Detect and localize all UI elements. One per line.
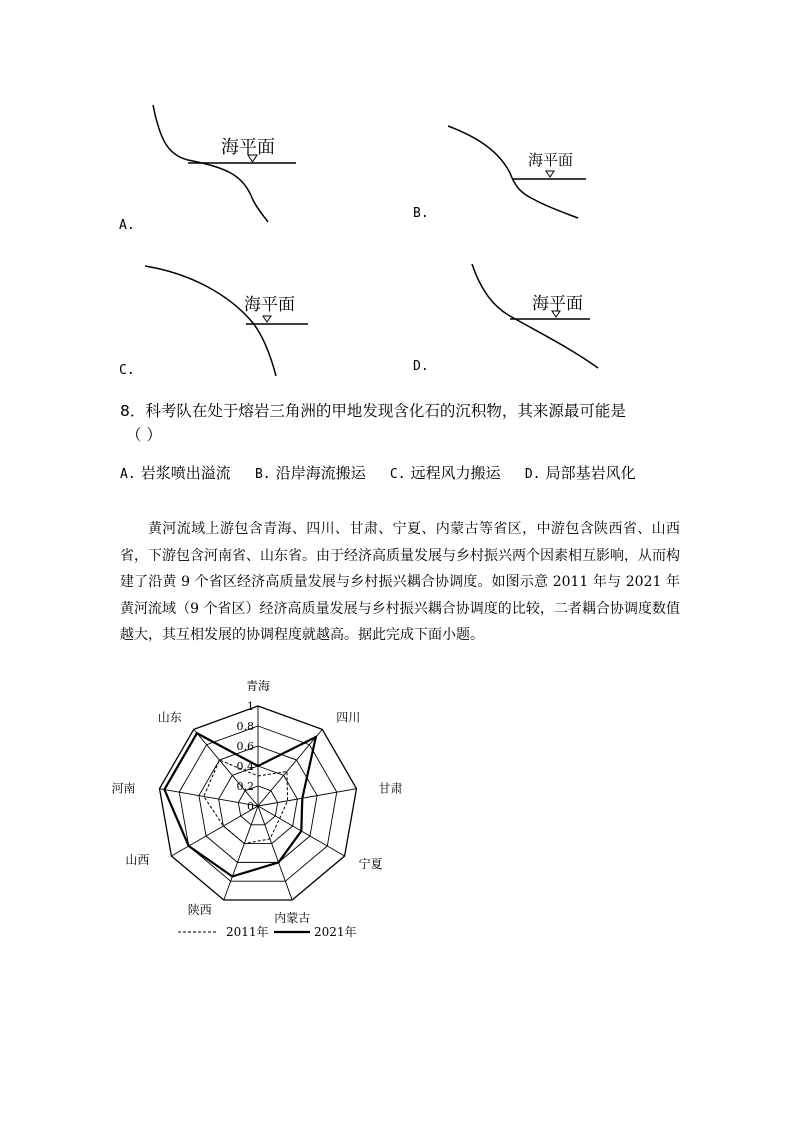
category-label: 山西 [125, 853, 150, 867]
option-letter-d: D. [413, 359, 429, 374]
axis-spoke [224, 806, 258, 900]
sea-level-marker-icon [546, 171, 554, 177]
question-8-stem: 8．科考队在处于熔岩三角洲的甲地发现含化石的沉积物，其来源最可能是 [120, 402, 626, 420]
category-label: 内蒙古 [274, 910, 311, 925]
coastline-profile-a [118, 100, 308, 240]
option-letter-b: B. [413, 206, 429, 221]
sea-level-label: 海平面 [221, 137, 275, 158]
question-8-options [120, 462, 636, 483]
diagram-option-d [410, 258, 610, 378]
legend-label-2021: 2021年 [314, 925, 357, 939]
question-8-blank: （ ） [126, 426, 162, 444]
sea-level-label: 海平面 [244, 295, 295, 315]
passage-text: 黄河流域上游包含青海、四川、甘肃、宁夏、内蒙古等省区，中游包含陕西省、山西省，下游包含河南省、山东省。由于经济高质量发展与乡村振兴两个因素相互影响，从而构建了沿黄 9 个省区经济高质量发展与乡村振兴耦合协调度。如图示意 2011 年与 2021 年黄河流域（9 个省区）经济高质量发展与乡村振兴耦合协调度的比较，二者耦合协调度数值越大，其互相发展的协调程度就越高。据此完成下面小题。 [120, 521, 680, 643]
option-c[interactable]: C. 远程风力搬运 [389, 464, 501, 482]
legend-label-2011: 2011年 [226, 925, 269, 939]
category-label: 四川 [336, 710, 361, 725]
category-label: 山东 [157, 710, 182, 725]
tick-label: 0.8 [236, 720, 254, 733]
sea-level-label: 海平面 [532, 294, 583, 314]
tick-label: 1 [247, 700, 254, 713]
coastline-profile-d [410, 258, 610, 378]
category-label: 甘肃 [378, 781, 403, 796]
passage [120, 516, 680, 649]
tick-label: 0.2 [236, 780, 254, 793]
diagram-option-c [118, 258, 318, 383]
tick-label: 0 [247, 800, 254, 813]
category-label: 宁夏 [358, 857, 383, 871]
sea-level-marker-icon [263, 316, 271, 322]
option-b[interactable]: B. 沿岸海流搬运 [254, 464, 366, 482]
coastline-profile-b [410, 118, 600, 228]
category-label: 陕西 [187, 902, 212, 917]
axis-spoke [258, 806, 292, 900]
tick-label: 0.4 [236, 760, 254, 773]
coastline-profile-c [118, 258, 318, 383]
option-d[interactable]: D. 局部基岩风化 [524, 464, 636, 482]
diagram-option-b [410, 118, 600, 228]
category-label: 青海 [245, 679, 271, 693]
radar-chart-svg [110, 679, 403, 950]
axis-spoke [258, 729, 322, 806]
option-letter-c: C. [119, 363, 135, 378]
radar-chart [110, 679, 403, 950]
diagram-option-a [118, 100, 308, 240]
axis-spoke [171, 806, 258, 856]
option-a[interactable]: A. 岩浆喷出溢流 [120, 464, 231, 482]
sea-level-label: 海平面 [528, 151, 574, 169]
tick-label: 0.6 [236, 740, 254, 753]
option-letter-a: A. [119, 218, 135, 233]
category-label: 河南 [111, 781, 136, 796]
axis-spoke [258, 789, 356, 806]
